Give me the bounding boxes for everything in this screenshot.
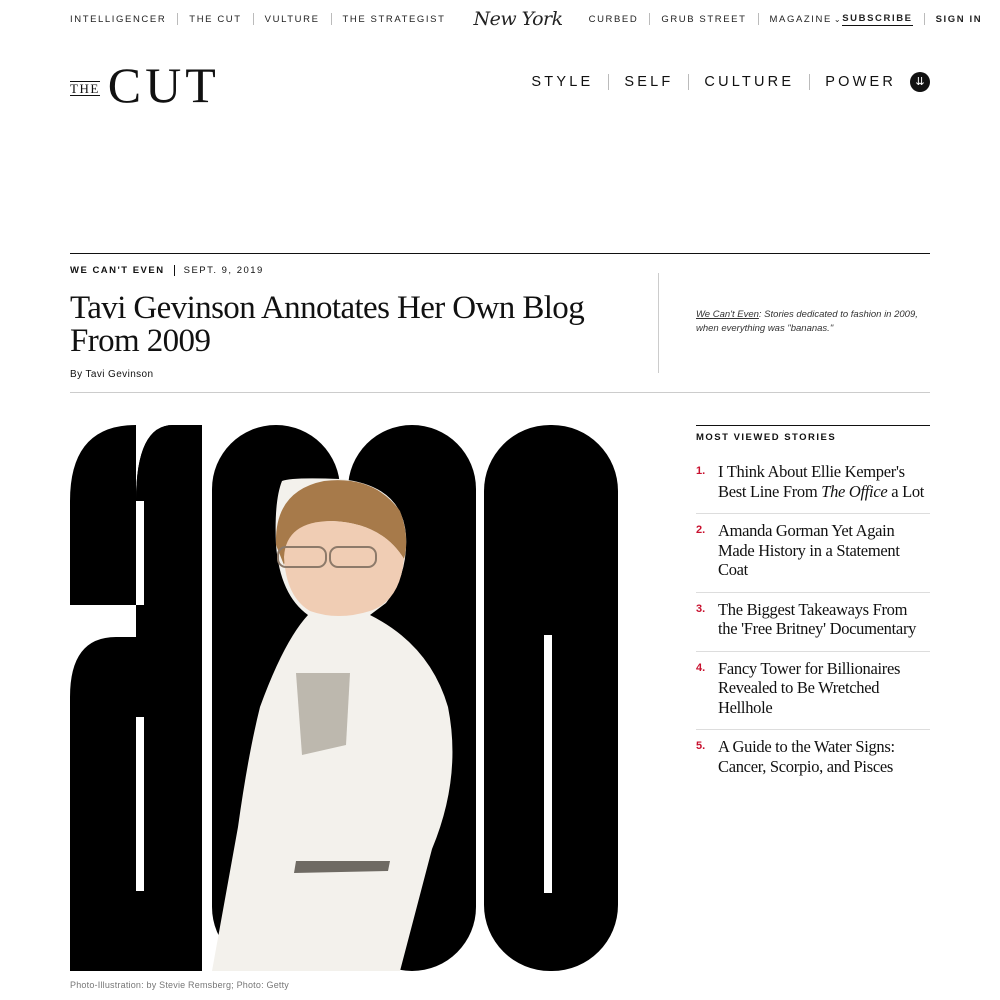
article-kicker — [70, 265, 264, 276]
divider — [70, 392, 930, 393]
network-links-left — [70, 13, 446, 25]
section-power[interactable]: POWER — [825, 74, 896, 90]
most-viewed-module — [696, 425, 930, 788]
series-description — [696, 308, 930, 336]
nav-the-strategist[interactable]: THE STRATEGIST — [342, 13, 446, 25]
byline: By Tavi Gevinson — [70, 369, 154, 380]
section-style[interactable]: STYLE — [531, 74, 594, 90]
section-nav — [531, 72, 930, 92]
nav-curbed[interactable]: CURBED — [588, 13, 639, 25]
item-headline — [718, 462, 930, 501]
the-cut-logo[interactable] — [70, 57, 220, 113]
image-caption: Photo-Illustration: by Stevie Remsberg; Photo: Getty — [70, 980, 289, 990]
header-rule — [70, 253, 930, 254]
series-text: : Stories dedicated to fashion in 2009, when everything was "bananas." — [696, 309, 918, 334]
item-number: 2. — [696, 524, 706, 536]
section-culture[interactable]: CULTURE — [704, 74, 795, 90]
network-links-right — [589, 13, 843, 25]
divider — [608, 74, 609, 90]
divider — [696, 425, 930, 426]
masthead — [70, 57, 930, 113]
divider — [177, 13, 178, 25]
divider — [658, 273, 659, 373]
divider — [809, 74, 810, 90]
digit-9 — [484, 425, 618, 971]
divider — [758, 13, 759, 25]
divider — [174, 265, 175, 276]
item-number: 4. — [696, 661, 706, 674]
new-york-logo[interactable]: New York — [473, 8, 563, 30]
nav-vulture[interactable]: VULTURE — [264, 13, 320, 25]
digit-2 — [70, 425, 202, 971]
lede-image — [70, 425, 620, 971]
item-number: 1. — [696, 465, 706, 477]
headline-part: I Think About Ellie Kemper's Best Line From — [718, 462, 905, 501]
divider — [688, 74, 689, 90]
account-links — [842, 13, 982, 26]
headline-part: a Lot — [887, 481, 925, 501]
item-headline: Amanda Gorman Yet Again Made History in a Statement Coat — [718, 521, 900, 579]
item-headline: A Guide to the Water Signs: Cancer, Scorpio, and Pisces — [718, 737, 895, 776]
most-viewed-item[interactable] — [696, 514, 930, 593]
article-date: SEPT. 9, 2019 — [183, 265, 264, 276]
divider — [331, 13, 332, 25]
most-viewed-title: MOST VIEWED STORIES — [696, 432, 837, 443]
nav-grub-street[interactable]: GRUB STREET — [661, 13, 747, 25]
nav-the-cut[interactable]: THE CUT — [189, 13, 242, 25]
series-link[interactable]: We Can't Even — [696, 309, 759, 320]
most-viewed-item[interactable] — [696, 593, 930, 652]
most-viewed-item[interactable] — [696, 455, 930, 514]
most-viewed-item[interactable] — [696, 652, 930, 731]
expand-menu-button[interactable] — [910, 72, 930, 92]
most-viewed-item[interactable] — [696, 730, 930, 788]
article-headline: Tavi Gevinson Annotates Her Own Blog From 2009 — [70, 290, 585, 359]
item-number: 5. — [696, 740, 706, 752]
sign-in-link[interactable]: SIGN IN — [935, 13, 983, 25]
logo-large-text: CUT — [107, 57, 220, 113]
rubric-link[interactable]: WE CAN'T EVEN — [70, 265, 165, 276]
chevron-down-icon: ⌄ — [833, 14, 843, 24]
divider — [924, 13, 925, 25]
section-self[interactable]: SELF — [624, 74, 674, 90]
logo-small-text: THE — [70, 80, 100, 96]
most-viewed-list — [696, 455, 930, 788]
lede-illustration — [70, 425, 620, 971]
item-headline: Fancy Tower for Billionaires Revealed to Be Wretched Hellhole — [718, 658, 901, 717]
subscribe-link[interactable]: SUBSCRIBE — [842, 12, 913, 24]
nav-magazine-label: MAGAZINE — [769, 13, 832, 25]
nav-magazine[interactable] — [770, 14, 843, 25]
divider — [649, 13, 650, 25]
double-chevron-down-icon: ⇊ — [915, 75, 925, 88]
item-number: 3. — [696, 602, 706, 615]
headline-italic: The Office — [821, 481, 888, 501]
network-bar — [70, 0, 983, 38]
divider — [253, 13, 254, 25]
item-headline: The Biggest Takeaways From the 'Free Britney' Documentary — [718, 599, 917, 638]
nav-intelligencer[interactable]: INTELLIGENCER — [70, 13, 167, 25]
